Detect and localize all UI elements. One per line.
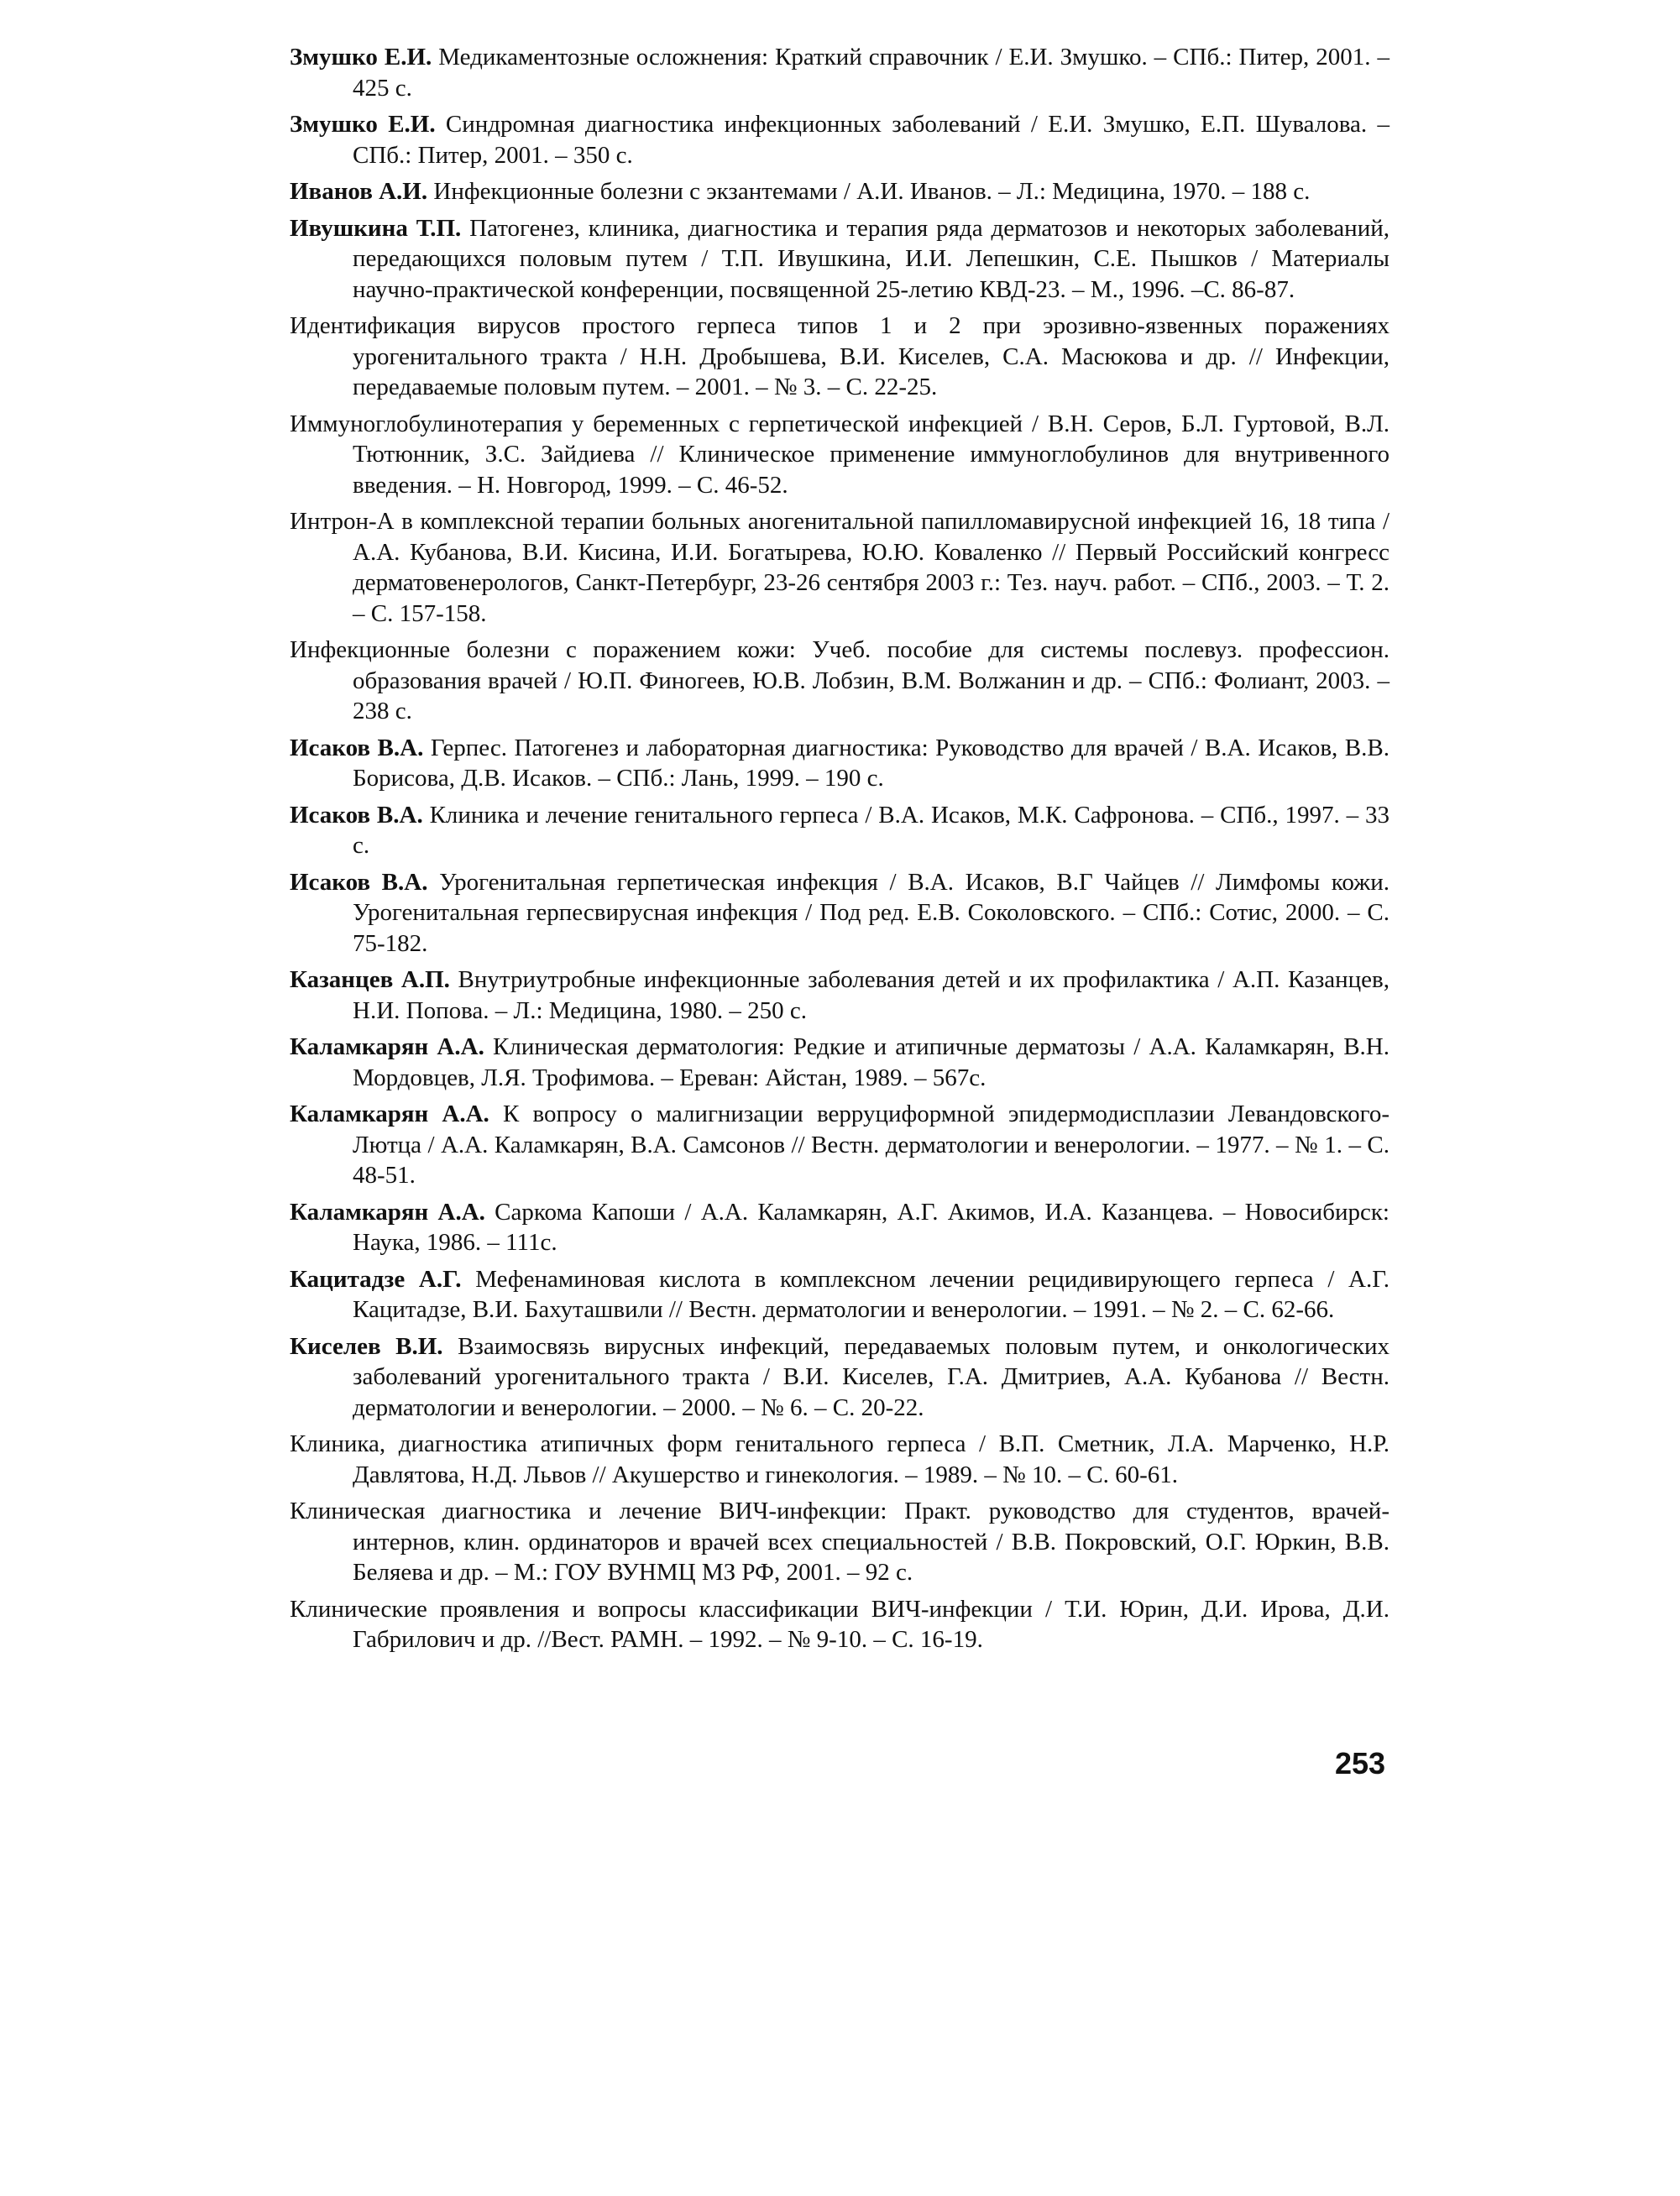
entry-text: Мефенаминовая кислота в комплексном лечении рецидивирующего герпеса / А.Г. Кацитадзе, В.И. Бахуташвили // Вестн. дерматологии и венерологии. – 1991. – № 2. – С. 62-66. <box>353 1265 1390 1323</box>
bibliography-entry <box>290 1331 1390 1424</box>
bibliography-entry <box>290 1099 1390 1191</box>
bibliography-entry <box>290 1496 1390 1588</box>
bibliography-entry <box>290 867 1390 959</box>
bibliography-entry <box>290 733 1390 794</box>
bibliography-entry <box>290 109 1390 170</box>
entry-author: Каламкарян А.А. <box>290 1198 485 1226</box>
bibliography-entry <box>290 1197 1390 1258</box>
entry-author: Киселев В.И. <box>290 1332 443 1360</box>
entry-author: Исаков В.А. <box>290 801 423 829</box>
page-number: 253 <box>1335 1746 1386 1780</box>
entry-text: Взаимосвязь вирусных инфекций, передаваемых половым путем, и онкологических заболеваний урогенитального тракта / В.И. Киселев, Г.А. Дмитриев, А.А. Кубанова // Вестн. дерматологии и венерологии. – 2000. – № 6. – С. 20-22. <box>353 1332 1390 1421</box>
entry-author: Ивушкина Т.П. <box>290 214 462 242</box>
bibliography-entry <box>290 176 1390 207</box>
entry-text: Иммуноглобулинотерапия у беременных с герпетической инфекцией / В.Н. Серов, Б.Л. Гуртовой, В.Л. Тютюнник, З.С. Зайдиева // Клиническое применение иммуноглобулинов для внутривенного введения. – Н. Новгород, 1999. – С. 46-52. <box>290 410 1390 499</box>
entry-author: Исаков В.А. <box>290 734 424 761</box>
bibliography-entry <box>290 965 1390 1026</box>
entry-text: Идентификация вирусов простого герпеса типов 1 и 2 при эрозивно-язвенных поражениях урогенитального тракта / Н.Н. Дробышева, В.И. Киселев, С.А. Масюкова и др. // Инфекции, передаваемые половым путем. – 2001. – № 3. – С. 22-25. <box>290 312 1390 400</box>
entry-text: Патогенез, клиника, диагностика и терапия ряда дерматозов и некоторых заболеваний, передающихся половым путем / Т.П. Ивушкина, И.И. Лепешкин, С.Е. Пышков / Материалы научно-практической конференции, посвященной 25-летию КВД-23. – М., 1996. –С. 86-87. <box>353 214 1390 303</box>
entry-author: Кацитадзе А.Г. <box>290 1265 462 1293</box>
bibliography-entry <box>290 1429 1390 1490</box>
entry-text: Клиническая дерматология: Редкие и атипичные дерматозы / А.А. Каламкарян, В.Н. Мордовцев, Л.Я. Трофимова. – Ереван: Айстан, 1989. – 567с. <box>353 1033 1390 1091</box>
entry-author: Каламкарян А.А. <box>290 1033 484 1060</box>
entry-author: Каламкарян А.А. <box>290 1101 489 1127</box>
entry-text: Саркома Капоши / А.А. Каламкарян, А.Г. Акимов, И.А. Казанцева. – Новосибирск: Наука, 1986. – 111с. <box>353 1198 1390 1256</box>
entry-text: Медикаментозные осложнения: Краткий справочник / Е.И. Змушко. – СПб.: Питер, 2001. – 425 с. <box>353 44 1390 102</box>
bibliography-entry <box>290 1032 1390 1093</box>
entry-text: Клиника, диагностика атипичных форм генитального герпеса / В.П. Сметник, Л.А. Марченко, Н.Р. Давлятова, Н.Д. Львов // Акушерство и гинекология. – 1989. – № 10. – С. 60-61. <box>290 1430 1390 1488</box>
bibliography-entry <box>290 42 1390 103</box>
bibliography-entry <box>290 311 1390 403</box>
entry-author: Змушко Е.И. <box>290 111 436 138</box>
entry-author: Иванов А.И. <box>290 178 428 205</box>
bibliography-entry <box>290 213 1390 306</box>
bibliography-entry <box>290 1264 1390 1325</box>
bibliography-entry <box>290 635 1390 727</box>
entry-text: Синдромная диагностика инфекционных заболеваний / Е.И. Змушко, Е.П. Шувалова. – СПб.: Питер, 2001. – 350 с. <box>353 111 1390 169</box>
entry-text: Клиническая диагностика и лечение ВИЧ-инфекции: Практ. руководство для студентов, врачей-интернов, клин. ординаторов и врачей всех специальностей / В.В. Покровский, О.Г. Юркин, В.В. Беляева и др. – М.: ГОУ ВУНМЦ МЗ РФ, 2001. – 92 с. <box>290 1498 1390 1586</box>
entry-text: Интрон-А в комплексной терапии больных аногенитальной папилломавирусной инфекцией 16, 18 типа / А.А. Кубанова, В.И. Кисина, И.И. Богатырева, Ю.Ю. Коваленко // Первый Российский конгресс дерматовенерологов, Санкт-Петербург, 23-26 сентября 2003 г.: Тез. науч. работ. – СПб., 2003. – Т. 2. – С. 157-158. <box>290 508 1390 627</box>
entry-author: Исаков В.А. <box>290 868 428 896</box>
entry-text: Инфекционные болезни с экзантемами / А.И. Иванов. – Л.: Медицина, 1970. – 188 с. <box>427 178 1311 205</box>
bibliography-entry <box>290 800 1390 861</box>
entry-text: Герпес. Патогенез и лабораторная диагностика: Руководство для врачей / В.А. Исаков, В.В. Борисова, Д.В. Исаков. – СПб.: Лань, 1999. – 190 с. <box>353 734 1390 792</box>
bibliography-entry <box>290 1594 1390 1655</box>
entry-text: Клиника и лечение генитального герпеса / В.А. Исаков, М.К. Сафронова. – СПб., 1997. – 33 с. <box>353 801 1390 859</box>
entry-text: Внутриутробные инфекционные заболевания детей и их профилактика / А.П. Казанцев, Н.И. Попова. – Л.: Медицина, 1980. – 250 с. <box>353 966 1390 1024</box>
entry-author: Змушко Е.И. <box>290 44 432 71</box>
entry-text: Урогенитальная герпетическая инфекция / В.А. Исаков, В.Г Чайцев // Лимфомы кожи. Урогенитальная герпесвирусная инфекция / Под ред. Е.В. Соколовского. – СПб.: Сотис, 2000. – С. 75-182. <box>353 868 1390 957</box>
entry-text: Инфекционные болезни с поражением кожи: Учеб. пособие для системы послевуз. профессион. образования врачей / Ю.П. Финогеев, Ю.В. Лобзин, В.М. Волжанин и др. – СПб.: Фолиант, 2003. – 238 с. <box>290 636 1390 724</box>
bibliography-entry <box>290 506 1390 629</box>
entry-text: К вопросу о малигнизации верруциформной эпидермодисплазии Левандовского-Лютца / А.А. Каламкарян, В.А. Самсонов // Вестн. дерматологии и венерологии. – 1977. – № 1. – С. 48-51. <box>353 1101 1390 1189</box>
bibliography-list <box>290 42 1390 1661</box>
bibliography-entry <box>290 409 1390 501</box>
entry-text: Клинические проявления и вопросы классификации ВИЧ-инфекции / Т.И. Юрин, Д.И. Ирова, Д.И. Габрилович и др. //Вест. РАМН. – 1992. – № 9-10. – С. 16-19. <box>290 1595 1390 1653</box>
entry-author: Казанцев А.П. <box>290 966 450 993</box>
